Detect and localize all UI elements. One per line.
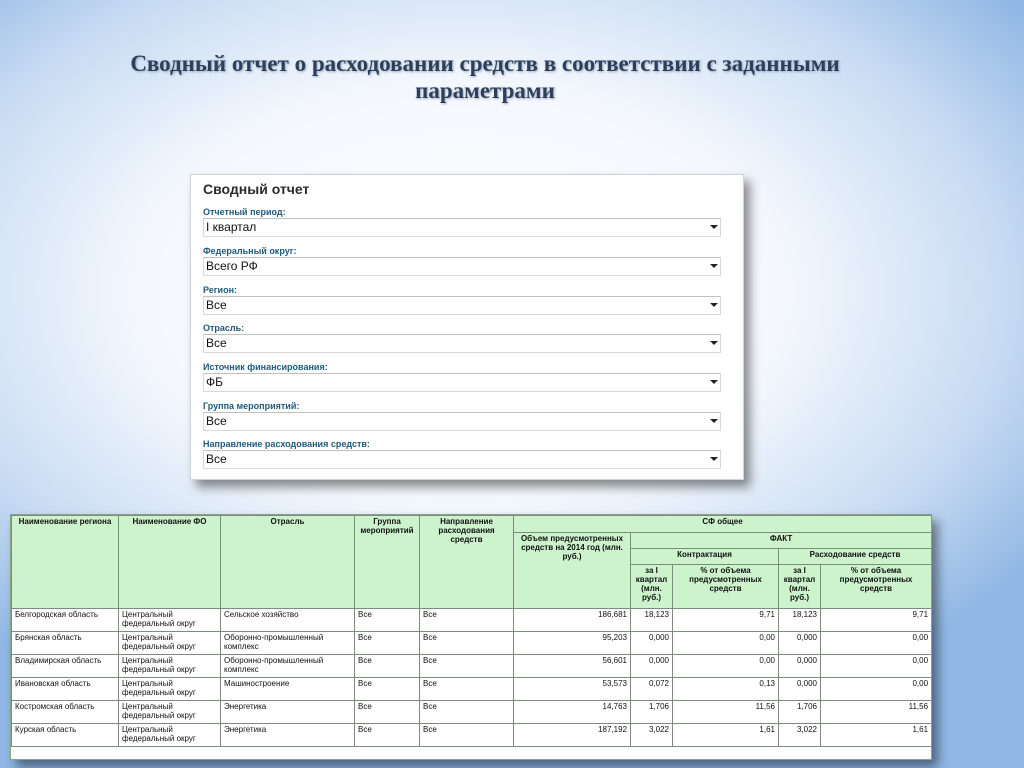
table-row (12, 678, 932, 701)
cell-industry: Сельское хозяйство (221, 609, 355, 632)
cell-region: Костромская область (12, 701, 119, 724)
federal-district-field (203, 246, 721, 276)
cell-industry: Оборонно-промышленный комплекс (221, 632, 355, 655)
industry-label: Отрасль: (203, 323, 245, 333)
cell-industry: Энергетика (221, 701, 355, 724)
period-label: Отчетный период: (203, 207, 286, 217)
period-value: I квартал (206, 220, 257, 234)
cell-spending-q1: 0,000 (779, 632, 821, 655)
cell-fo: Центральный федеральный округ (119, 632, 221, 655)
cell-contracting-pct: 0,00 (673, 632, 779, 655)
cell-industry: Машиностроение (221, 678, 355, 701)
activity-group-label: Группа мероприятий: (203, 401, 300, 411)
header-contracting-q1: за I квартал (млн. руб.) (631, 565, 673, 609)
cell-region: Ивановская область (12, 678, 119, 701)
cell-fo: Центральный федеральный округ (119, 655, 221, 678)
spending-direction-label: Направление расходования средств: (203, 439, 370, 449)
funding-source-value: ФБ (206, 375, 223, 389)
header-contracting-pct: % от объема предусмотренных средств (673, 565, 779, 609)
cell-spending-pct: 1,61 (821, 724, 932, 747)
region-label: Регион: (203, 285, 237, 295)
cell-spending-q1: 1,706 (779, 701, 821, 724)
cell-spending-q1: 0,000 (779, 655, 821, 678)
cell-industry: Оборонно-промышленный комплекс (221, 655, 355, 678)
cell-contracting-pct: 11,56 (673, 701, 779, 724)
industry-value: Все (206, 336, 227, 350)
period-select[interactable] (203, 218, 721, 237)
slide-title: Сводный отчет о расходовании средств в соответствии с заданными параметрами (130, 51, 840, 103)
header-spending-q1: за I квартал (млн. руб.) (779, 565, 821, 609)
cell-spending-pct: 9,71 (821, 609, 932, 632)
industry-select[interactable] (203, 334, 721, 353)
cell-spending-pct: 11,56 (821, 701, 932, 724)
federal-district-select[interactable] (203, 257, 721, 276)
header-group: Группа мероприятий (355, 516, 420, 609)
table-row (12, 655, 932, 678)
cell-spending-q1: 0,000 (779, 678, 821, 701)
report-table (11, 515, 932, 747)
header-fact: ФАКТ (631, 533, 932, 549)
period-field (203, 207, 721, 237)
cell-fo: Центральный федеральный округ (119, 724, 221, 747)
cell-industry: Энергетика (221, 724, 355, 747)
chevron-down-icon[interactable] (710, 380, 718, 384)
cell-contracting-pct: 9,71 (673, 609, 779, 632)
funding-source-select[interactable] (203, 373, 721, 392)
header-spending-pct: % от объема предусмотренных средств (821, 565, 932, 609)
cell-fo: Центральный федеральный округ (119, 701, 221, 724)
header-industry: Отрасль (221, 516, 355, 609)
cell-planned: 186,681 (514, 609, 631, 632)
cell-contracting-q1: 0,000 (631, 632, 673, 655)
cell-spending-q1: 18,123 (779, 609, 821, 632)
industry-field (203, 323, 721, 353)
cell-spending-pct: 0,00 (821, 632, 932, 655)
cell-contracting-q1: 0,000 (631, 655, 673, 678)
cell-region: Владимирская область (12, 655, 119, 678)
cell-fo: Центральный федеральный округ (119, 678, 221, 701)
spending-direction-field (203, 439, 721, 469)
header-fo: Наименование ФО (119, 516, 221, 609)
cell-contracting-q1: 1,706 (631, 701, 673, 724)
region-value: Все (206, 298, 227, 312)
cell-group: Все (355, 678, 420, 701)
activity-group-field (203, 401, 721, 431)
table-row (12, 609, 932, 632)
cell-spending-pct: 0,00 (821, 678, 932, 701)
cell-region: Белгородская область (12, 609, 119, 632)
cell-contracting-pct: 0,00 (673, 655, 779, 678)
header-planned: Объем предусмотренных средств на 2014 год (млн. руб.) (514, 533, 631, 609)
federal-district-value: Всего РФ (206, 259, 258, 273)
chevron-down-icon[interactable] (710, 341, 718, 345)
table-row (12, 724, 932, 747)
cell-group: Все (355, 655, 420, 678)
funding-source-field (203, 362, 721, 392)
activity-group-select[interactable] (203, 412, 721, 431)
chevron-down-icon[interactable] (710, 419, 718, 423)
report-filter-panel (190, 174, 744, 480)
cell-fo: Центральный федеральный округ (119, 609, 221, 632)
chevron-down-icon[interactable] (710, 264, 718, 268)
cell-direction: Все (420, 609, 514, 632)
panel-title: Сводный отчет (203, 181, 310, 197)
cell-direction: Все (420, 678, 514, 701)
table-row (12, 632, 932, 655)
chevron-down-icon[interactable] (710, 457, 718, 461)
header-spending: Расходование средств (779, 549, 932, 565)
cell-planned: 56,601 (514, 655, 631, 678)
header-contracting: Контрактация (631, 549, 779, 565)
funding-source-label: Источник финансирования: (203, 362, 328, 372)
region-select[interactable] (203, 296, 721, 315)
activity-group-value: Все (206, 414, 227, 428)
header-sf: СФ общее (514, 516, 932, 533)
cell-spending-q1: 3,022 (779, 724, 821, 747)
header-direction: Направление расходования средств (420, 516, 514, 609)
cell-contracting-pct: 0,13 (673, 678, 779, 701)
cell-group: Все (355, 724, 420, 747)
cell-spending-pct: 0,00 (821, 655, 932, 678)
report-table-container (10, 514, 932, 760)
cell-contracting-q1: 0,072 (631, 678, 673, 701)
cell-group: Все (355, 701, 420, 724)
chevron-down-icon[interactable] (710, 303, 718, 307)
spending-direction-value: Все (206, 452, 227, 466)
header-region: Наименование региона (12, 516, 119, 609)
cell-planned: 95,203 (514, 632, 631, 655)
federal-district-label: Федеральный округ: (203, 246, 297, 256)
cell-contracting-q1: 18,123 (631, 609, 673, 632)
cell-direction: Все (420, 632, 514, 655)
chevron-down-icon[interactable] (710, 225, 718, 229)
cell-group: Все (355, 609, 420, 632)
cell-region: Брянская область (12, 632, 119, 655)
cell-contracting-pct: 1,61 (673, 724, 779, 747)
table-row (12, 701, 932, 724)
spending-direction-select[interactable] (203, 450, 721, 469)
cell-planned: 53,573 (514, 678, 631, 701)
region-field (203, 285, 721, 315)
cell-region: Курская область (12, 724, 119, 747)
cell-group: Все (355, 632, 420, 655)
cell-direction: Все (420, 724, 514, 747)
cell-planned: 14,763 (514, 701, 631, 724)
cell-contracting-q1: 3,022 (631, 724, 673, 747)
cell-direction: Все (420, 655, 514, 678)
cell-direction: Все (420, 701, 514, 724)
cell-planned: 187,192 (514, 724, 631, 747)
